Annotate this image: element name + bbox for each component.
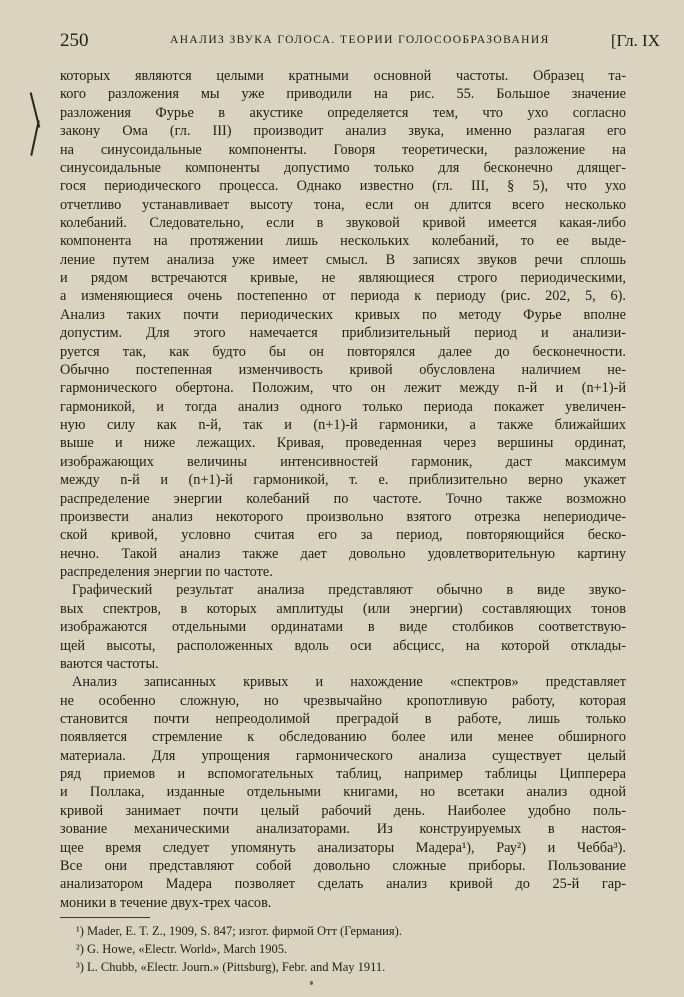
footnote: ²) G. Howe, «Electr. World», March 1905.: [76, 942, 288, 956]
text-line: распределения энергии по частоте.: [60, 564, 273, 580]
text-line: становится почти непреодолимой преградой в работе, лишь только: [60, 710, 626, 727]
text-line: ваются частоты.: [60, 655, 159, 672]
text-line: Анализ таких почти периодических кривых по методу Фурье вполне: [60, 306, 626, 323]
margin-mark: [30, 120, 39, 156]
text-line: руется так, как будто бы он повторялся далее до бесконечности.: [60, 343, 626, 360]
footnote-rule: [60, 917, 150, 918]
text-line: изображающих величины интенсивностей гармоник, даст максимум: [60, 453, 626, 470]
text-line: гося периодического процесса. Однако известно (гл. III, § 5), что ухо: [60, 178, 626, 195]
text-line: колебаний. Следовательно, если в звуковой кривой имеется какая-либо: [60, 215, 626, 231]
text-line: синусоидальные компоненты допустимо только для бесконечно длящег-: [60, 159, 626, 176]
text-line: а изменяющиеся очень постепенно от периода к периоду (рис. 202, 5, 6).: [60, 288, 626, 305]
text-line: ную силу как n-й, так и (n+1)-й гармоники, а также ближайших: [60, 417, 626, 433]
text-line: не особенно сложную, но чрезвычайно кропотливую работу, которая: [60, 692, 626, 709]
text-line: выше и ниже лежащих. Кривая, проведенная через вершины ординат,: [60, 435, 626, 452]
text-line: разложения Фурье в акустике определяется тем, что ухо согласно: [60, 104, 626, 121]
text-line: материала. Для упрощения гармонического анализа существует целый: [60, 747, 626, 764]
text-line: щей высоты, расположенных вдоль оси абсцисс, на которой отклады-: [60, 637, 626, 654]
running-head: [60, 30, 660, 52]
text-line: анализатором Мадера позволяет сделать анализ кривой до 25-й гар-: [60, 876, 626, 893]
text-line: между n-й и (n+1)-й гармоникой, т. е. приблизительно верно укажет: [60, 472, 626, 489]
text-line: ление путем анализа уже имеет смысл. В записях звуков речи сплошь: [60, 251, 626, 268]
text-line: гармоникой, и тогда анализ одного только периода покажет увеличен-: [60, 398, 626, 415]
text-line: Все они представляют собой довольно сложные приборы. Пользование: [60, 857, 626, 874]
text-line: компонента на протяжении лишь нескольких колебаний, то ее выде-: [60, 233, 626, 250]
text-line: отчетливо устанавливает высоту тона, если он длится всего несколько: [60, 196, 626, 213]
text-line: и рядом встречаются кривые, не являющиеся строго периодическими,: [60, 270, 626, 287]
text-line: нечно. Такой анализ также дает довольно удовлетворительную картину: [60, 545, 626, 562]
text-line: ской кривой, условно считая его за период, повторяющийся беско-: [60, 527, 626, 544]
text-line: на синусоидальные компоненты. Говоря теоретически, разложение на: [60, 141, 626, 158]
text-line: которых являются целыми кратными основной частоты. Образец та-: [60, 68, 626, 84]
chapter-label: [Гл. IX: [610, 31, 660, 50]
text-line: появляется стремление к обследованию более или менее обширного: [60, 729, 626, 746]
page-number: 250: [60, 30, 89, 51]
text-line: вых спектров, в которых амплитуды (или энергии) составляющих тонов: [60, 600, 626, 617]
text-line: ряд приемов и вспомогательных таблиц, например таблицы Ципперера: [60, 766, 626, 782]
text-line: распределение энергии колебаний по частоте. Точно также возможно: [60, 490, 626, 507]
text-line: гармонического обертона. Положим, что он лежит между n-й и (n+1)-й: [60, 380, 626, 397]
text-line: Графический результат анализа представляют обычно в виде звуко-: [72, 582, 626, 599]
text-line: Обычно постепенная изменчивость кривой обусловлена наличием не-: [60, 361, 626, 378]
footnote: ³) L. Chubb, «Electr. Journ.» (Pittsburg), Febr. and May 1911.: [76, 960, 386, 974]
text-line: зование механическими анализаторами. Из конструируемых в настоя-: [60, 821, 626, 838]
text-line: изображаются отдельными ординатами в виде столбиков соответствую-: [60, 619, 626, 636]
text-line: допустим. Для этого намечается приблизительный период и анализи-: [60, 325, 626, 342]
text-line: кривой занимает почти целый рабочий день. Наиболее удобно поль-: [60, 802, 626, 819]
text-line: моники в течение двух-трех часов.: [60, 894, 272, 911]
text-line: щее время следует упомянуть анализаторы Мадера¹), Рау²) и Чебба³).: [60, 839, 626, 856]
footnote: ¹) Mader, E. T. Z., 1909, S. 847; изгот. фирмой Отт (Германия).: [76, 924, 402, 938]
text-line: Анализ записанных кривых и нахождение «спектров» представляет: [72, 674, 626, 691]
text-line: кого разложения мы уже приводили на рис. 55. Большое значение: [60, 86, 626, 103]
text-line: произвести анализ некоторого произвольно взятого отрезка непериодиче-: [60, 508, 626, 525]
paper-speck: [310, 981, 313, 985]
text-line: и Поллака, изданные отдельными книгами, но всетаки анализ одной: [60, 784, 626, 801]
running-title: АНАЛИЗ ЗВУКА ГОЛОСА. ТЕОРИИ ГОЛОСООБРАЗОВАНИЯ: [170, 34, 550, 46]
text-line: закону Ома (гл. III) производит анализ звука, именно разлагая его: [60, 123, 626, 140]
